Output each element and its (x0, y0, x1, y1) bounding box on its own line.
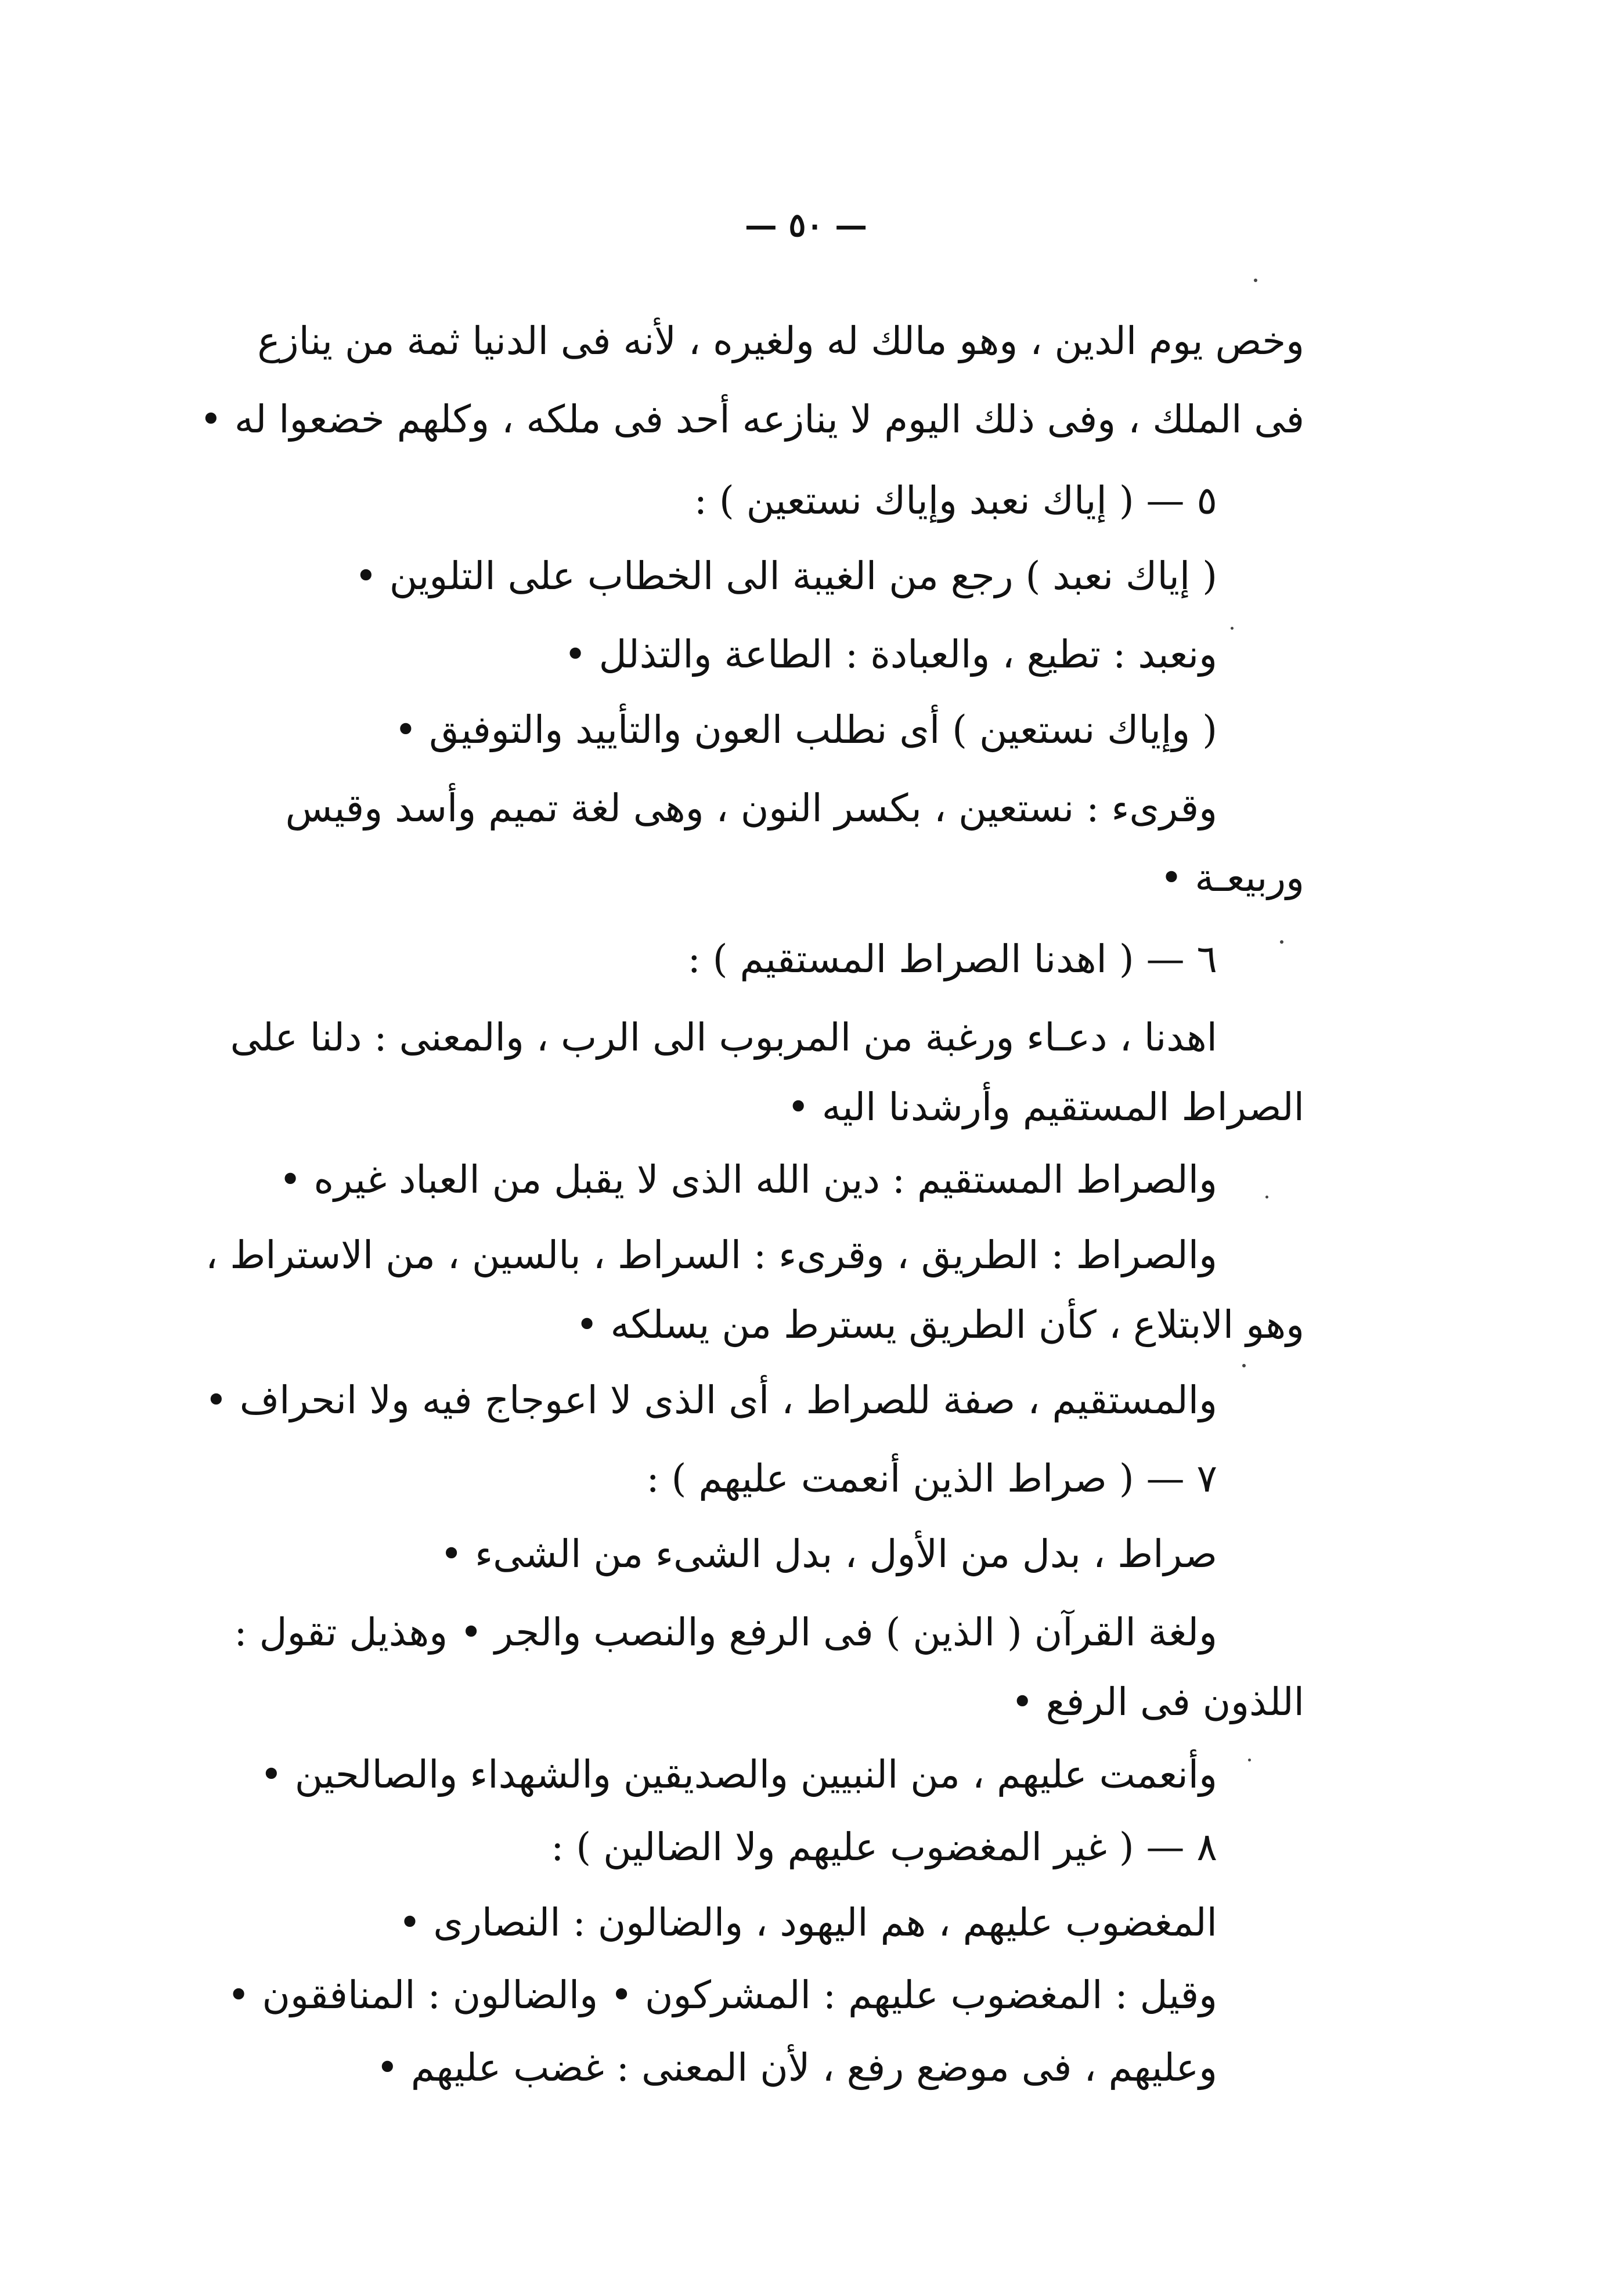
section-heading: ٨ — ( غير المغضوب عليهم ولا الضالين ) : (551, 1825, 1217, 1869)
text-line: صراط ، بدل من الأول ، بدل الشىء من الشىء • (440, 1532, 1217, 1576)
text-line: ونعبد : تطيع ، والعبادة : الطاعة والتذلل • (564, 632, 1217, 677)
scan-speck (1265, 1196, 1268, 1198)
text-line: المغضوب عليهم ، هم اليهود ، والضالون : النصارى • (398, 1900, 1217, 1945)
text-line: الصراط المستقيم وأرشدنا اليه • (787, 1085, 1304, 1129)
page-number: — ٥٠ — (744, 206, 868, 244)
text-line: فى الملك ، وفى ذلك اليوم لا ينازعه أحد فى ملكه ، وكلهم خضعوا له • (199, 397, 1304, 442)
text-line: والصراط المستقيم : دين الله الذى لا يقبل من العباد غيره • (279, 1157, 1217, 1202)
text-line: وقيل : المغضوب عليهم : المشركون • والضالون : المنافقون • (227, 1973, 1217, 2017)
text-line: وقرىء : نستعين ، بكسر النون ، وهى لغة تميم وأسد وقيس (285, 786, 1217, 831)
text-line: وأنعمت عليهم ، من النبيين والصديقين والشهداء والصالحين • (259, 1752, 1217, 1797)
text-line: والصراط : الطريق ، وقرىء : السراط ، بالسين ، من الاستراط ، (205, 1233, 1217, 1277)
scan-speck (1254, 279, 1257, 282)
text-line: ( إياك نعبد ) رجع من الغيبة الى الخطاب على التلوين • (354, 554, 1217, 598)
text-line: وخص يوم الدين ، وهو مالك له ولغيره ، لأنه فى الدنيا ثمة من ينازع (257, 319, 1304, 363)
text-line: اللذون فى الرفع • (1011, 1680, 1304, 1724)
text-line: وعليهم ، فى موضع رفع ، لأن المعنى : غضب عليهم • (376, 2045, 1217, 2090)
text-line: وهو الابتلاع ، كأن الطريق يسترط من يسلكه • (575, 1302, 1304, 1347)
section-heading: ٧ — ( صراط الذين أنعمت عليهم ) : (646, 1456, 1217, 1501)
section-heading: ٦ — ( اهدنا الصراط المستقيم ) : (687, 937, 1217, 981)
scan-speck (1248, 1759, 1251, 1761)
scan-speck (1242, 1364, 1246, 1367)
text-line: اهدنا ، دعـاء ورغبة من المربوب الى الرب ، والمعنى : دلنا على (230, 1015, 1217, 1060)
scan-speck (1231, 627, 1234, 630)
text-line: والمستقيم ، صفة للصراط ، أى الذى لا اعوجاج فيه ولا انحراف • (204, 1378, 1217, 1423)
section-heading: ٥ — ( إياك نعبد وإياك نستعين ) : (694, 478, 1217, 523)
text-line: ولغة القرآن ( الذين ) فى الرفع والنصب والجر • وهذيل تقول : (234, 1610, 1217, 1655)
scan-speck (1280, 940, 1283, 944)
text-line: وربيعـة • (1160, 855, 1304, 900)
text-line: ( وإياك نستعين ) أى نطلب العون والتأييد والتوفيق • (394, 707, 1217, 752)
